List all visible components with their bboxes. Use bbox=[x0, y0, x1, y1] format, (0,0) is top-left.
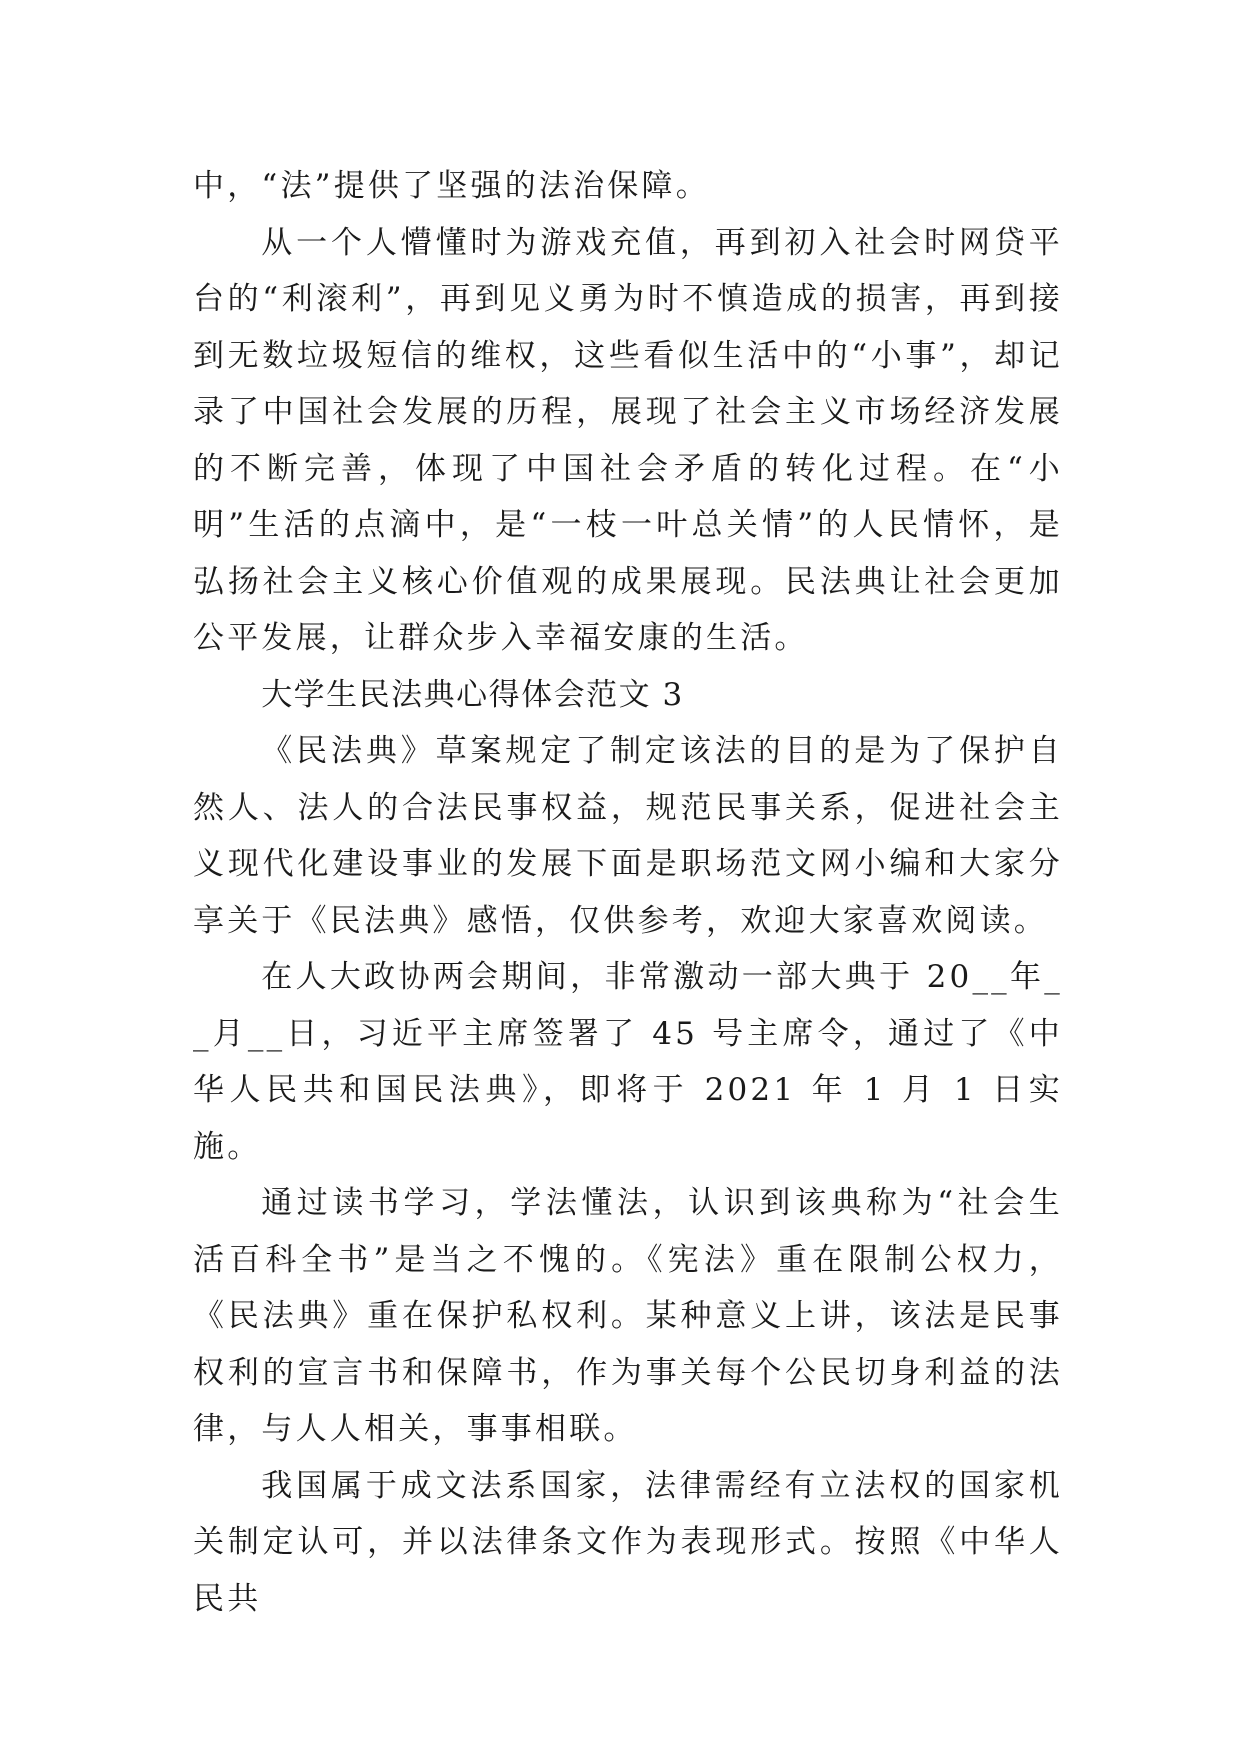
paragraph-draft-purpose: 《民法典》草案规定了制定该法的目的是为了保护自然人、法人的合法民事权益，规范民事关系，促进社会主义现代化建设事业的发展下面是职场范文网小编和大家分享关于《民法典》感悟，仅供参考，欢迎大家喜欢阅读。 bbox=[193, 733, 1063, 939]
document-body bbox=[193, 158, 1063, 1627]
paragraph-encyclopedia: 通过读书学习，学法懂法，认识到该典称为“社会生活百科全书”是当之不愧的。《宪法》重在限制公权力，《民法典》重在保护私权利。某种意义上讲，该法是民事权利的宣言书和保障书，作为事关每个公民切身利益的法律，与人人相关，事事相联。 bbox=[193, 1185, 1063, 1447]
paragraph-signing: 在人大政协两会期间，非常激动一部大典于 20__年__月__日，习近平主席签署了 45 号主席令，通过了《中华人民共和国民法典》，即将于 2021 年 1 月 1 日实施。 bbox=[193, 959, 1063, 1165]
section-heading: 大学生民法典心得体会范文 3 bbox=[261, 676, 684, 713]
paragraph-xiaoming-life: 从一个人懵懂时为游戏充值，再到初入社会时网贷平台的“利滚利”，再到见义勇为时不慎造成的损害，再到接到无数垃圾短信的维权，这些看似生活中的“小事”，却记录了中国社会发展的历程，展现了社会主义市场经济发展的不断完善，体现了中国社会矛盾的转化过程。在“小明”生活的点滴中，是“一枝一叶总关情”的人民情怀，是弘扬社会主义核心价值观的成果展现。民法典让社会更加公平发展，让群众步入幸福安康的生活。 bbox=[193, 224, 1063, 656]
paragraph-written-law: 我国属于成文法系国家，法律需经有立法权的国家机关制定认可，并以法律条文作为表现形式。按照《中华人民共 bbox=[193, 1467, 1063, 1617]
paragraph-continuation: 中，“法”提供了坚强的法治保障。 bbox=[193, 168, 710, 204]
